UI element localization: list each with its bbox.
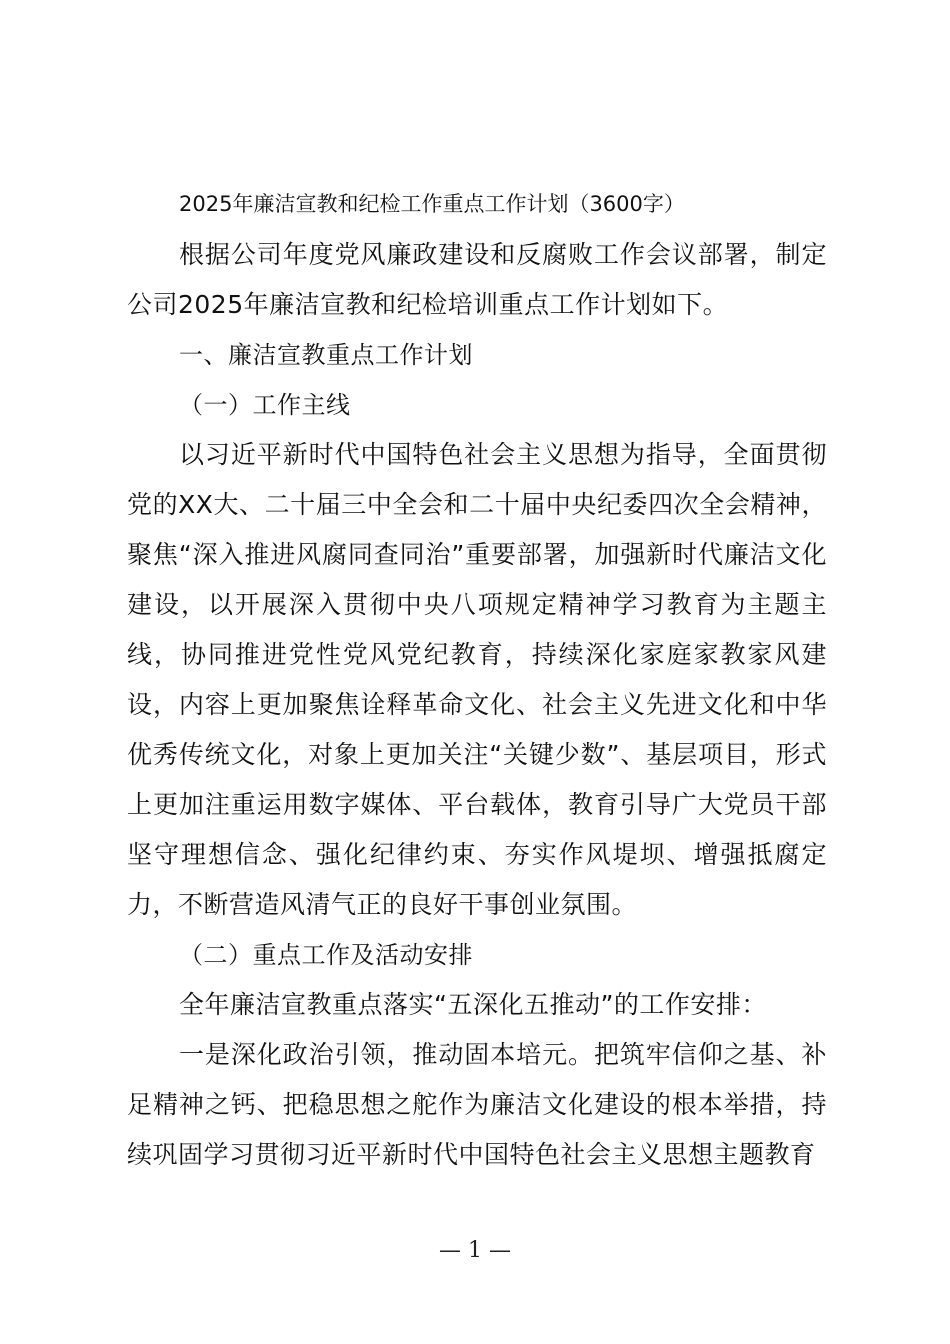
subsection-heading-1: （一）工作主线 — [179, 391, 351, 419]
document-title: 2025年廉洁宣教和纪检工作重点工作计划（3600字） — [179, 192, 685, 216]
section-heading-1: 一、廉洁宣教重点工作计划 — [179, 341, 473, 369]
intro-paragraph: 根据公司年度党风廉政建设和反腐败工作会议部署，制定公司2025年廉洁宣教和纪检培训重点工作计划如下。 — [127, 240, 827, 319]
body-paragraph-first-point: 一是深化政治引领，推动固本培元。把筑牢信仰之基、补足精神之钙、把稳思想之舵作为廉洁文化建设的根本举措，持续巩固学习贯彻习近平新时代中国特色社会主义思想主题教育 — [127, 1040, 827, 1169]
page-number: — 1 — — [439, 1238, 511, 1263]
body-paragraph-arrangement: 全年廉洁宣教重点落实“五深化五推动”的工作安排： — [179, 990, 767, 1019]
document-body — [127, 188, 827, 1180]
subsection-heading-2: （二）重点工作及活动安排 — [179, 941, 473, 969]
body-paragraph-main-line: 以习近平新时代中国特色社会主义思想为指导，全面贯彻党的XX大、二十届三中全会和二十届中央纪委四次全会精神，聚焦“深入推进风腐同查同治”重要部署，加强新时代廉洁文化建设，以开展深入贯彻中央八项规定精神学习教育为主题主线，协同推进党性党风党纪教育，持续深化家庭家教家风建设，内容上更加聚焦诠释革命文化、社会主义先进文化和中华优秀传统文化，对象上更加关注“关键少数”、基层项目，形式上更加注重运用数字媒体、平台载体，教育引导广大党员干部坚守理想信念、强化纪律约束、夯实作风堤坝、增强抵腐定力，不断营造风清气正的良好干事创业氛围。 — [127, 440, 827, 919]
